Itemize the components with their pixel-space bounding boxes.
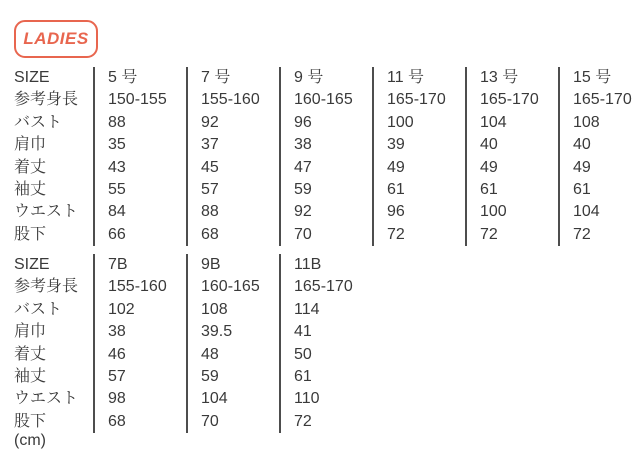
row-label: 着丈 xyxy=(14,158,47,176)
table-cell: 49 xyxy=(372,157,465,179)
row-label: SIZE xyxy=(14,69,50,86)
table-cell: 9 号 xyxy=(279,67,372,89)
table-cell: 165-170 xyxy=(558,89,640,111)
table-row xyxy=(0,112,640,134)
table-cell: 39.5 xyxy=(186,321,279,343)
table-cell: 96 xyxy=(372,201,465,223)
table-cell: 7B xyxy=(93,254,186,276)
row-label: 参考身長 xyxy=(14,91,79,109)
table-cell: 114 xyxy=(279,299,640,321)
table-cell: 160-165 xyxy=(279,89,372,111)
table-cell: 11 号 xyxy=(372,67,465,89)
table-cell: 40 xyxy=(465,134,558,156)
table-cell: 84 xyxy=(93,201,186,223)
table-cell: 57 xyxy=(93,366,186,388)
table-cell: 104 xyxy=(558,201,640,223)
table-cell: 102 xyxy=(93,299,186,321)
size-table-standard xyxy=(0,67,640,246)
table-cell: 70 xyxy=(279,224,372,246)
table-cell: 165-170 xyxy=(372,89,465,111)
table-cell: 70 xyxy=(186,411,279,433)
table-cell: 100 xyxy=(465,201,558,223)
table-row xyxy=(0,254,640,276)
table-cell: 57 xyxy=(186,179,279,201)
table-cell: 88 xyxy=(93,112,186,134)
table-cell: 49 xyxy=(465,157,558,179)
table-row xyxy=(0,134,640,156)
table-cell: 35 xyxy=(93,134,186,156)
row-label: ウエスト xyxy=(14,203,79,221)
table-cell: 61 xyxy=(465,179,558,201)
table-cell: 59 xyxy=(186,366,279,388)
table-cell: 43 xyxy=(93,157,186,179)
ladies-badge-label: LADIES xyxy=(23,29,89,48)
table-cell: 104 xyxy=(186,388,279,410)
table-row xyxy=(0,276,640,298)
table-cell: 88 xyxy=(186,201,279,223)
table-cell: 49 xyxy=(558,157,640,179)
table-cell: 50 xyxy=(279,344,640,366)
table-row xyxy=(0,67,640,89)
table-row xyxy=(0,224,640,246)
table-cell: 47 xyxy=(279,157,372,179)
row-label: 肩巾 xyxy=(14,323,47,341)
table-cell: 61 xyxy=(558,179,640,201)
table-row xyxy=(0,157,640,179)
table-cell: 45 xyxy=(186,157,279,179)
table-cell: 15 号 xyxy=(558,67,640,89)
ladies-badge xyxy=(14,20,98,58)
table-row xyxy=(0,344,640,366)
table-cell: 48 xyxy=(186,344,279,366)
table-row xyxy=(0,179,640,201)
table-cell: 68 xyxy=(93,411,186,433)
row-label: ウエスト xyxy=(14,390,79,408)
table-cell: 66 xyxy=(93,224,186,246)
table-cell: 150-155 xyxy=(93,89,186,111)
table-cell: 108 xyxy=(186,299,279,321)
unit-note: (cm) xyxy=(14,432,46,449)
table-cell: 39 xyxy=(372,134,465,156)
table-row xyxy=(0,388,640,410)
table-cell: 61 xyxy=(372,179,465,201)
row-label: 袖丈 xyxy=(14,180,47,198)
table-cell: 68 xyxy=(186,224,279,246)
table-cell: 110 xyxy=(279,388,640,410)
table-row xyxy=(0,321,640,343)
row-label: 股下 xyxy=(14,412,47,430)
row-label: 参考身長 xyxy=(14,278,79,296)
table-cell: 5 号 xyxy=(93,67,186,89)
size-table-b xyxy=(0,254,640,433)
table-cell: 92 xyxy=(279,201,372,223)
table-cell: 46 xyxy=(93,344,186,366)
table-cell: 155-160 xyxy=(186,89,279,111)
table-cell: 7 号 xyxy=(186,67,279,89)
table-cell: 55 xyxy=(93,179,186,201)
table-cell: 38 xyxy=(93,321,186,343)
table-cell: 72 xyxy=(279,411,640,433)
table-cell: 92 xyxy=(186,112,279,134)
table-cell: 59 xyxy=(279,179,372,201)
table-row xyxy=(0,366,640,388)
table-cell: 72 xyxy=(372,224,465,246)
table-cell: 40 xyxy=(558,134,640,156)
table-cell: 72 xyxy=(558,224,640,246)
table-cell: 104 xyxy=(465,112,558,134)
table-cell: 11B xyxy=(279,254,640,276)
table-row xyxy=(0,411,640,433)
table-cell: 98 xyxy=(93,388,186,410)
table-cell: 38 xyxy=(279,134,372,156)
table-cell: 13 号 xyxy=(465,67,558,89)
table-row xyxy=(0,89,640,111)
table-cell: 165-170 xyxy=(279,276,640,298)
table-cell: 41 xyxy=(279,321,640,343)
row-label: バスト xyxy=(14,300,63,318)
table-cell: 61 xyxy=(279,366,640,388)
table-cell: 165-170 xyxy=(465,89,558,111)
row-label: 肩巾 xyxy=(14,136,47,154)
table-cell: 37 xyxy=(186,134,279,156)
table-cell: 96 xyxy=(279,112,372,134)
table-cell: 108 xyxy=(558,112,640,134)
row-label: 着丈 xyxy=(14,345,47,363)
table-row xyxy=(0,201,640,223)
row-label: バスト xyxy=(14,113,63,131)
row-label: SIZE xyxy=(14,256,50,273)
row-label: 袖丈 xyxy=(14,367,47,385)
table-cell: 100 xyxy=(372,112,465,134)
table-row xyxy=(0,299,640,321)
table-cell: 160-165 xyxy=(186,276,279,298)
table-cell: 72 xyxy=(465,224,558,246)
table-cell: 9B xyxy=(186,254,279,276)
row-label: 股下 xyxy=(14,225,47,243)
table-cell: 155-160 xyxy=(93,276,186,298)
